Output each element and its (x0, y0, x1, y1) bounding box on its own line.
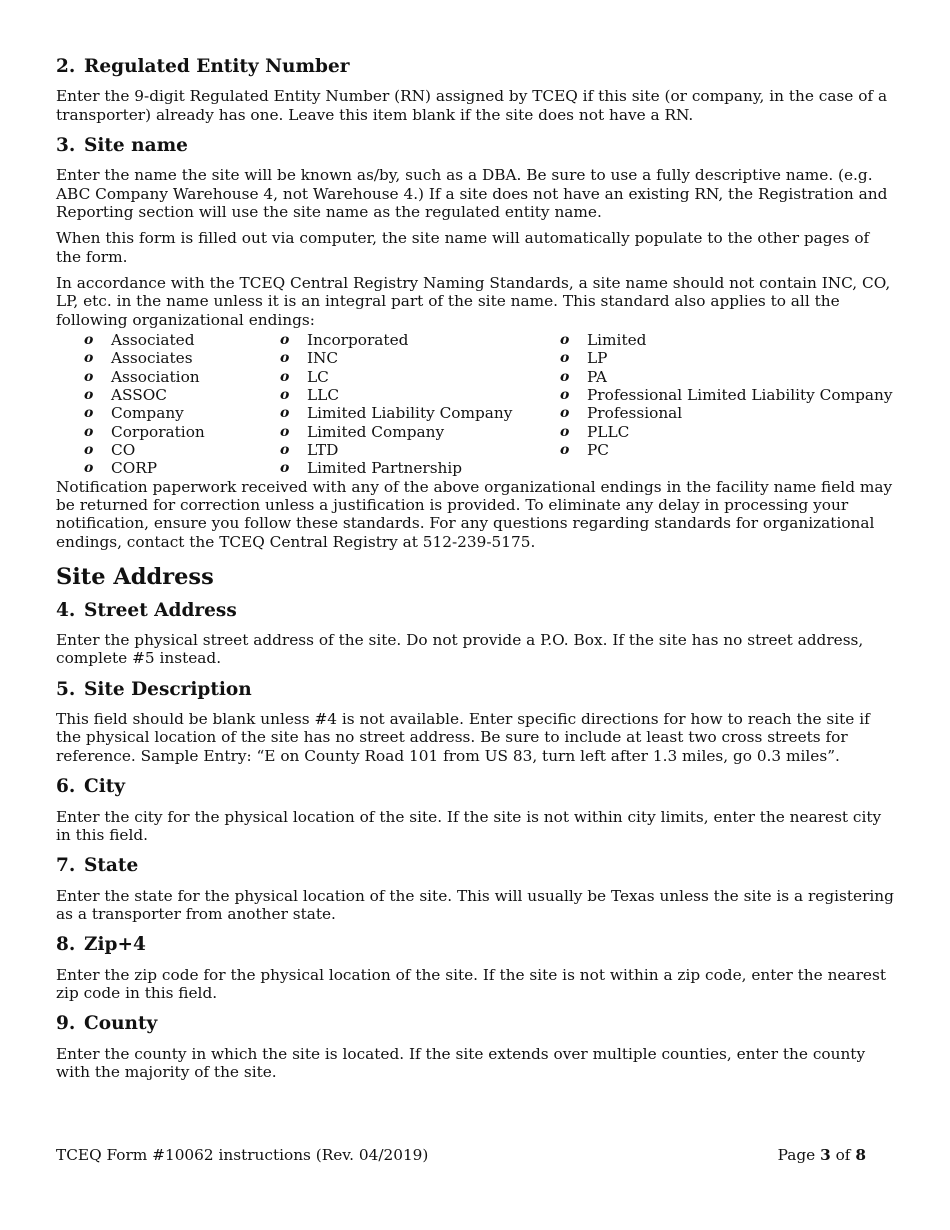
section-body: This field should be blank unless #4 is not available. Enter specific directions for how to reach the site if the physical location of the site has no street address. Be sure to include at least two cross streets for reference. Sample Entry: “E on County Road 101 from US 83, turn left after 1.3 miles, go 0.3 miles”. (56, 710, 870, 765)
ending-item (280, 349, 560, 367)
section-body: Enter the county in which the site is located. If the site extends over multiple counties, enter the county with the majority of the site. (56, 1044, 866, 1081)
ending-label: Professional (587, 404, 683, 423)
section-body: Enter the city for the physical location of the site. If the site is not within city limits, enter the nearest city in this field. (56, 807, 882, 844)
ending-item (280, 459, 560, 477)
section-body: Enter the 9-digit Regulated Entity Number (RN) assigned by TCEQ if this site (or company, in the case of a transporter) already has one. Leave this item blank if the site does not have a RN. (56, 87, 888, 124)
ending-item (280, 386, 560, 404)
ending-item (280, 441, 560, 459)
bullet-icon: o (84, 387, 94, 404)
document-page (56, 55, 894, 1089)
ending-item (560, 368, 890, 386)
section-regulated-entity-number (56, 57, 894, 124)
endings-column-3 (560, 331, 893, 477)
ending-label: Limited Company (307, 422, 445, 441)
bullet-icon: o (84, 460, 94, 477)
ending-item (560, 386, 893, 405)
ending-label: Corporation (111, 422, 205, 441)
page-number: Page 3 of 8 (777, 1146, 866, 1164)
bullet-icon: o (560, 423, 570, 440)
ending-item (84, 404, 280, 422)
site-address-heading: Site Address (56, 563, 214, 590)
section-site-name (56, 136, 894, 551)
bullet-icon: o (560, 368, 570, 385)
bullet-icon: o (280, 332, 290, 349)
ending-label: LC (307, 367, 329, 386)
ending-item (84, 349, 280, 367)
endings-column-1 (84, 331, 280, 477)
section-heading: 6. City (56, 776, 126, 798)
ending-item (560, 349, 890, 367)
bullet-icon: o (280, 368, 290, 385)
bullet-icon: o (280, 423, 290, 440)
bullet-icon: o (84, 405, 94, 422)
ending-item (280, 404, 560, 422)
section-zip (56, 935, 894, 1002)
bullet-icon: o (84, 368, 94, 385)
organizational-endings-list (56, 331, 894, 477)
section-county (56, 1014, 894, 1081)
paragraph: In accordance with the TCEQ Central Registry Naming Standards, a site name should not contain INC, CO, LP, etc. in the name unless it is an integral part of the site name. This standard also applies to all the following organizational endings: (56, 274, 891, 329)
ending-label: LLC (307, 386, 340, 405)
ending-label: Association (111, 367, 200, 386)
ending-label: PA (587, 367, 607, 386)
section-heading: 2. Regulated Entity Number (56, 56, 350, 77)
ending-label: Professional Limited Liability Company (587, 386, 893, 405)
section-heading: 5. Site Description (56, 678, 252, 700)
ending-item (560, 404, 890, 422)
section-state (56, 856, 894, 923)
ending-label: PC (587, 440, 609, 459)
ending-label: ASSOC (111, 386, 167, 405)
bullet-icon: o (280, 460, 290, 477)
ending-label: Incorporated (307, 331, 409, 350)
bullet-icon: o (560, 332, 570, 349)
ending-label: INC (307, 349, 339, 368)
section-street-address (56, 601, 894, 668)
section-heading: 3. Site name (56, 135, 188, 157)
bullet-icon: o (280, 441, 290, 458)
bullet-icon: o (560, 405, 570, 422)
section-heading: 7. State (56, 855, 139, 877)
ending-item (280, 423, 560, 441)
bullet-icon: o (280, 350, 290, 367)
bullet-icon: o (560, 441, 570, 458)
paragraph: Notification paperwork received with any of the above organizational endings in the facility name field may be returned for correction unless a justification is provided. To eliminate any delay in processing your notification, ensure you follow these standards. For any questions regarding standards for organizational endings, contact the TCEQ Central Registry at 512-239-5175. (56, 477, 893, 551)
ending-label: LP (587, 349, 608, 368)
ending-label: PLLC (587, 422, 630, 441)
section-body: Enter the zip code for the physical location of the site. If the site is not within a zip code, enter the nearest zip code in this field. (56, 965, 886, 1002)
ending-item (84, 386, 280, 404)
bullet-icon: o (560, 350, 570, 367)
ending-label: Limited (587, 331, 647, 350)
paragraph: When this form is filled out via computer, the site name will automatically populate to the other pages of the form. (56, 229, 870, 266)
endings-column-2 (280, 331, 560, 477)
bullet-icon: o (280, 387, 290, 404)
ending-label: Limited Liability Company (307, 404, 513, 423)
bullet-icon: o (280, 405, 290, 422)
ending-item (84, 459, 280, 477)
section-heading: 8. Zip+4 (56, 934, 146, 956)
ending-item (280, 331, 560, 349)
ending-label: Limited Partnership (307, 459, 463, 478)
ending-item (560, 423, 890, 441)
ending-item (84, 423, 280, 441)
bullet-icon: o (84, 441, 94, 458)
form-label: TCEQ Form #10062 instructions (Rev. 04/2019) (56, 1146, 429, 1164)
section-body: Enter the state for the physical location of the site. This will usually be Texas unless the site is a registering as a transporter from another state. (56, 886, 894, 923)
paragraph: Enter the name the site will be known as/by, such as a DBA. Be sure to use a fully descriptive name. (e.g. ABC Company Warehouse 4, not Warehouse 4.) If a site does not have an existing RN, the Registration and Reporting section will use the site name as the regulated entity name. (56, 166, 888, 222)
ending-item (84, 441, 280, 459)
ending-item (560, 331, 890, 349)
page-footer (56, 1146, 866, 1164)
section-body: Enter the physical street address of the site. Do not provide a P.O. Box. If the site has no street address, complete #5 instead. (56, 631, 864, 668)
ending-item (560, 441, 890, 459)
bullet-icon: o (84, 350, 94, 367)
section-heading: 4. Street Address (56, 599, 237, 621)
bullet-icon: o (84, 423, 94, 440)
ending-item (84, 368, 280, 386)
ending-label: Associated (111, 331, 195, 350)
ending-label: CORP (111, 459, 158, 478)
ending-label: LTD (307, 440, 339, 459)
section-heading: 9. County (56, 1013, 158, 1035)
bullet-icon: o (560, 387, 570, 404)
section-site-description (56, 680, 894, 765)
section-city (56, 777, 894, 844)
ending-label: CO (111, 440, 136, 459)
ending-label: Company (111, 404, 184, 423)
bullet-icon: o (84, 332, 94, 349)
ending-item (280, 368, 560, 386)
ending-item (84, 331, 280, 349)
ending-label: Associates (111, 349, 193, 368)
